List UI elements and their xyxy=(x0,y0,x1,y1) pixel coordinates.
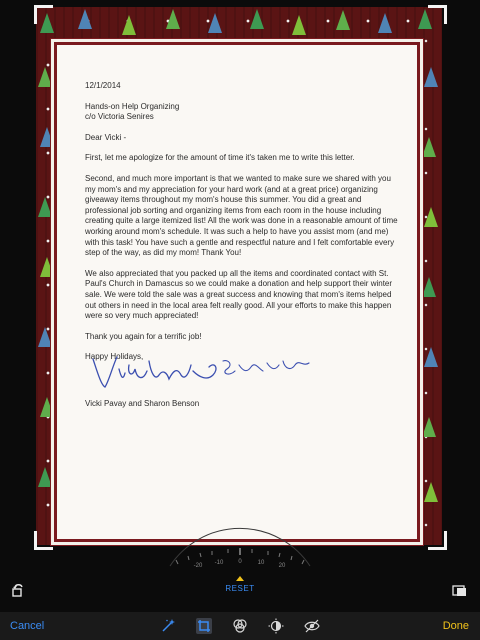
rotate-icon[interactable] xyxy=(10,582,26,598)
reset-button[interactable]: RESET xyxy=(225,584,255,593)
letter-paragraph-3: We also appreciated that you packed up all the items and coordinated contact with St. Paul's Church in Damascus so we could make a donation and help support their winter sale. We were told the sale was a great success and knowing that mom's items helped out others in need in the local area felt really good. All your efforts to make this happen were so very much appreciated! xyxy=(85,268,393,321)
dial-tick-label: 10 xyxy=(257,560,265,566)
dial-indicator-icon xyxy=(236,576,244,581)
dial-tick-label: -20 xyxy=(193,563,203,569)
bottom-toolbar xyxy=(0,612,480,640)
aspect-ratio-icon[interactable] xyxy=(452,584,468,598)
recipient-line-2: c/o Victoria Senires xyxy=(85,112,154,122)
letter-paragraph-1: First, let me apologize for the amount of time it's taken me to write this letter. xyxy=(85,153,355,163)
dial-tick-label: 20 xyxy=(278,563,286,569)
letter-date: 12/1/2014 xyxy=(85,81,121,90)
dial-tick-label: -10 xyxy=(214,560,224,566)
recipient-line-1: Hands-on Help Organizing xyxy=(85,101,180,111)
cancel-button[interactable]: Cancel xyxy=(10,620,45,632)
filters-icon[interactable] xyxy=(232,618,248,634)
dial-tick-label: 0 xyxy=(238,559,242,565)
letter-paragraph-4: Thank you again for a terrific job! xyxy=(85,331,202,341)
auto-enhance-icon[interactable] xyxy=(160,618,176,634)
letter-closing: Happy Holidays, xyxy=(85,352,144,362)
letter-paragraph-2: Second, and much more important is that we wanted to make sure we shared with you my mom's and my appreciation for your hard work (and at a great price) organizing giveaway items throughout my mom's house this summer. You did a great and professional job sorting and organizing items from each room in the house including creating quite a large itemized list! All the work was done in a reasonable amount of time working around mom's schedule. It was such a help to have you assist mom (and me) with this task! You have such a gentle and respectful nature and I felt comfortable every step of the way, as did my mom! Thank You! xyxy=(85,173,398,258)
letter-signature-name: Vicki Pavay and Sharon Benson xyxy=(85,398,200,408)
letter-greeting: Dear Vicki - xyxy=(85,132,127,142)
done-button[interactable]: Done xyxy=(442,620,469,632)
adjust-light-icon[interactable] xyxy=(268,618,284,634)
crop-icon[interactable] xyxy=(196,618,212,634)
red-eye-icon[interactable] xyxy=(304,618,320,634)
